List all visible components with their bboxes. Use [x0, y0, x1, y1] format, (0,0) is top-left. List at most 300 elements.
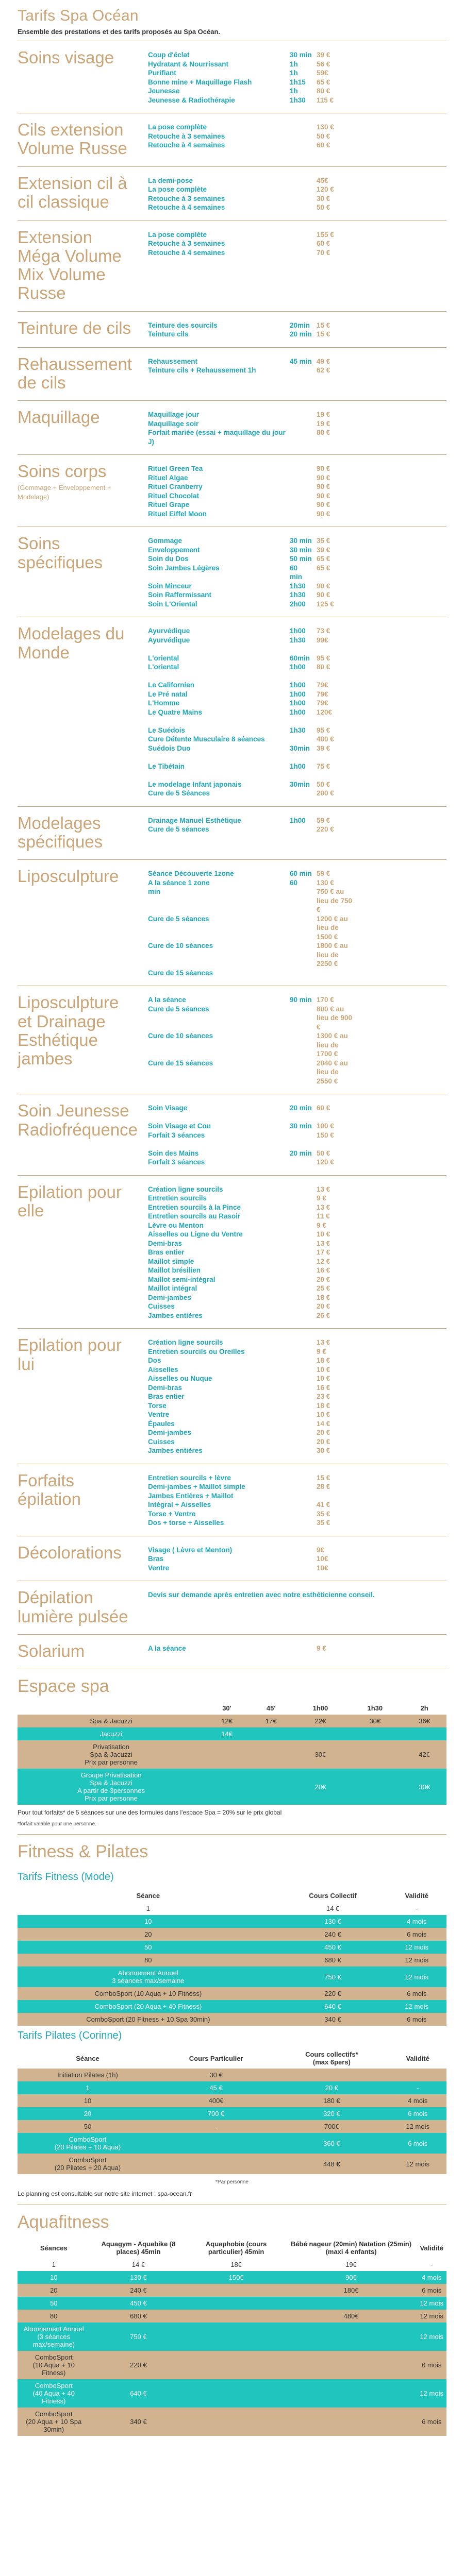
service-duration — [290, 1185, 317, 1194]
table-header: Cours Particulier — [189, 2054, 243, 2062]
service-price: 30 € — [317, 194, 330, 202]
price-row — [148, 941, 355, 969]
price-section — [18, 221, 446, 311]
service-price: 170 € — [317, 996, 334, 1004]
service-name: Bras — [148, 1555, 164, 1563]
price-row — [148, 1257, 355, 1266]
service-price: 23 € — [317, 1393, 330, 1401]
service-price: 13 € — [317, 1203, 330, 1211]
service-price: 90 € — [317, 473, 330, 482]
price-row — [148, 1401, 355, 1411]
service-name — [148, 572, 290, 582]
table-cell: 680 € — [279, 1954, 387, 1967]
service-price: 18 € — [317, 1357, 330, 1365]
table-cell: ComboSport (20 Fitness + 10 Spa 30min) — [18, 2013, 279, 2026]
service-name: La pose complète — [148, 230, 207, 239]
service-name: Jambes entières — [148, 1311, 203, 1319]
section-title: Maquillage — [18, 408, 100, 427]
price-row — [148, 69, 355, 78]
service-price: 49 € — [317, 357, 330, 365]
table-cell: 36€ — [402, 1715, 446, 1727]
table-cell: 220 € — [90, 2351, 187, 2379]
table-row — [18, 2000, 446, 2013]
service-price: 50 € — [317, 132, 330, 140]
price-section — [18, 166, 446, 221]
table-cell — [274, 2069, 389, 2081]
table-header: 2h — [420, 1704, 428, 1713]
service-price: 30 € — [317, 1447, 330, 1455]
table-header: Cours Collectif — [309, 1892, 357, 1900]
page-subtitle: Ensemble des prestations et des tarifs proposés au Spa Océan. — [18, 28, 221, 36]
service-price: 1200 € au lieu de 1500 € — [317, 914, 348, 941]
table-cell — [347, 1740, 402, 1769]
price-row — [148, 123, 355, 132]
price-row — [148, 1149, 355, 1158]
price-row — [148, 789, 355, 798]
service-duration — [290, 1311, 317, 1320]
service-duration — [290, 248, 317, 258]
service-name: Retouche à 3 semaines — [148, 132, 225, 140]
service-name: Ventre — [148, 1564, 170, 1572]
section-subtitle: (Gommage + Enveloppement + Modelage) — [18, 483, 111, 501]
table-row — [18, 2013, 446, 2026]
table-cell: 14 € — [279, 1902, 387, 1915]
service-name: Maquillage jour — [148, 411, 200, 419]
pilates-note: *Par personne — [216, 2179, 248, 2185]
service-duration: 45 min — [290, 357, 312, 365]
price-row — [148, 600, 355, 609]
service-duration — [290, 176, 317, 185]
service-duration: 20 min — [290, 1104, 312, 1112]
service-duration — [290, 482, 317, 492]
service-duration: 1h00 — [290, 663, 306, 671]
price-section — [18, 41, 446, 113]
service-price: 750 € au lieu de 750 € — [317, 888, 353, 914]
service-price: 75 € — [317, 762, 330, 770]
table-header: Bébé nageur (20min) Natation (25min) (maxi 4 enfants) — [291, 2240, 412, 2256]
price-row — [148, 1518, 355, 1528]
service-name: Demi-jambes — [148, 1429, 192, 1437]
service-duration — [290, 1131, 317, 1140]
price-row — [148, 672, 355, 681]
table-cell: Abonnement Annuel 3 séances max/semaine — [18, 1967, 279, 1987]
service-name: Création ligne sourcils — [148, 1185, 223, 1193]
price-row — [148, 239, 355, 248]
service-name: Torse — [148, 1401, 167, 1410]
table-cell — [402, 1727, 446, 1740]
service-price: 25 € — [317, 1284, 330, 1293]
service-duration: 90 min — [290, 996, 312, 1004]
service-name: A la séance — [148, 996, 186, 1004]
price-row — [148, 96, 355, 105]
price-section — [18, 113, 446, 166]
service-price: 59 € — [317, 816, 330, 824]
service-name: Le Suédois — [148, 726, 186, 734]
service-name: Cure de 5 séances — [148, 825, 209, 834]
table-cell: 6 mois — [387, 1987, 446, 2000]
table-row — [18, 1915, 446, 1928]
table-row — [18, 2379, 446, 2408]
table-cell: ComboSport (10 Aqua + 10 Fitness) — [18, 1987, 279, 2000]
price-row — [148, 482, 355, 492]
service-duration: 30 min — [290, 51, 312, 59]
service-price: 79€ — [317, 690, 328, 698]
table-cell: 240 € — [90, 2284, 187, 2297]
service-price: 18 € — [317, 1401, 330, 1410]
service-duration — [290, 1564, 317, 1573]
price-section — [18, 1175, 446, 1329]
table-cell: 45 € — [158, 2081, 274, 2094]
service-price: 50 € — [317, 780, 330, 788]
table-cell: 50 — [18, 2120, 158, 2133]
price-row — [148, 717, 355, 726]
price-row — [148, 1293, 355, 1302]
section-title: Cils extension Volume Russe — [18, 120, 127, 158]
service-price: 50 € — [317, 204, 330, 212]
service-price: 13 € — [317, 1338, 330, 1347]
table-cell — [389, 2069, 446, 2081]
section-title: Liposculpture — [18, 867, 119, 886]
service-name: La pose complète — [148, 123, 207, 131]
table-cell: 680 € — [90, 2310, 187, 2323]
table-header: 30' — [222, 1704, 231, 1713]
service-duration — [290, 1302, 317, 1311]
price-section — [18, 1094, 446, 1175]
section-title: Epilation pour lui — [18, 1335, 122, 1374]
service-duration — [290, 185, 317, 194]
section-rows — [138, 1642, 355, 1660]
service-price: 59 € — [317, 870, 330, 878]
table-cell: 20 € — [274, 2081, 389, 2094]
service-duration — [290, 1492, 317, 1501]
table-cell: 340 € — [90, 2408, 187, 2436]
service-price: 13 € — [317, 1239, 330, 1247]
service-name: Retouche à 3 semaines — [148, 240, 225, 248]
service-duration — [290, 1365, 317, 1375]
service-duration — [290, 1510, 317, 1519]
section-rows — [138, 624, 355, 798]
service-name: Bras entier — [148, 1393, 185, 1401]
table-header: Séance — [76, 2054, 100, 2062]
service-duration: 1h30 — [290, 96, 306, 104]
table-cell: 700 € — [158, 2107, 274, 2120]
table-row — [18, 1954, 446, 1967]
service-name: Teinture cils — [148, 330, 189, 338]
table-cell: 30€ — [293, 1740, 348, 1769]
price-row — [148, 330, 355, 339]
service-duration — [290, 887, 317, 914]
service-name: Suédois Duo — [148, 744, 191, 752]
service-duration — [290, 1419, 317, 1429]
table-cell — [286, 2297, 417, 2310]
service-price: 9€ — [317, 1546, 325, 1554]
section-title: Modelages du Monde — [18, 624, 125, 662]
price-row — [148, 1131, 355, 1140]
section-title: Rehaussement de cils — [18, 354, 132, 393]
table-cell: 17€ — [249, 1715, 293, 1727]
service-name: Épaules — [148, 1419, 175, 1428]
section-rows — [138, 1544, 355, 1573]
service-name: Rituel Green Tea — [148, 465, 203, 473]
service-price: 39 € — [317, 744, 330, 752]
table-cell: 450 € — [279, 1941, 387, 1954]
price-section — [18, 1634, 446, 1669]
price-row — [148, 203, 355, 212]
price-row — [148, 780, 355, 789]
service-price: 18 € — [317, 1293, 330, 1301]
table-cell: - — [387, 1902, 446, 1915]
fitness-table — [18, 1889, 446, 2026]
table-cell: 750 € — [90, 2323, 187, 2351]
service-price: 35 € — [317, 537, 330, 545]
service-name: Soin des Mains — [148, 1149, 199, 1157]
service-duration — [290, 141, 317, 150]
section-title: Soins corps (Gommage + Enveloppement + Modelage) — [18, 462, 138, 518]
price-row — [148, 1365, 355, 1375]
service-name: Retouche à 4 semaines — [148, 141, 225, 149]
service-name: Cuisses — [148, 1437, 175, 1446]
price-row — [148, 969, 355, 978]
service-price — [317, 969, 355, 978]
table-cell: - — [389, 2081, 446, 2094]
service-duration — [290, 1446, 317, 1455]
service-duration: 20 min — [290, 1149, 312, 1157]
service-name: Entretien sourcils au Rasoir — [148, 1212, 241, 1221]
section-rows — [138, 1471, 355, 1528]
price-row — [148, 1104, 355, 1113]
price-row — [148, 1059, 355, 1086]
service-duration: 1h00 — [290, 699, 306, 707]
service-price: 90 € — [317, 591, 330, 599]
service-name: Jambes entières — [148, 1447, 203, 1455]
price-row — [148, 825, 355, 834]
service-price: 9 € — [317, 1194, 326, 1202]
service-duration — [290, 123, 317, 132]
service-name: Soin du Dos — [148, 555, 189, 563]
service-name: Soin Jambes Légères — [148, 564, 220, 572]
service-duration — [290, 969, 317, 978]
service-name: L'Homme — [148, 699, 179, 707]
table-cell: Groupe Privatisation Spa & Jacuzzi A partir de 3personnes Prix par personne — [18, 1769, 205, 1805]
price-row — [148, 1221, 355, 1230]
price-row — [148, 708, 355, 717]
table-cell: 12 mois — [387, 2000, 446, 2013]
section-rows — [138, 355, 355, 393]
service-price: 10€ — [317, 1564, 328, 1572]
section-title: Teinture de cils — [18, 318, 131, 337]
table-cell: 12 mois — [389, 2154, 446, 2174]
service-price: 17 € — [317, 1248, 330, 1257]
service-price: 2040 € au lieu de 2550 € — [317, 1059, 348, 1085]
service-price: 1800 € au lieu de 2250 € — [317, 942, 348, 968]
service-price: 39 € — [317, 546, 330, 554]
price-section — [18, 986, 446, 1094]
service-name: Visage ( Lèvre et Menton) — [148, 1546, 233, 1554]
service-name: Demi-jambes — [148, 1293, 192, 1301]
service-price: 1300 € au lieu de 1700 € — [317, 1032, 348, 1058]
table-row — [18, 1740, 446, 1769]
price-sections — [18, 41, 446, 1669]
table-cell: ComboSport (20 Pilates + 10 Aqua) — [18, 2133, 158, 2154]
price-row — [148, 230, 355, 240]
table-header: 1h30 — [367, 1704, 383, 1713]
table-header: Validité — [420, 2244, 443, 2252]
service-name: Aisselles ou Nuque — [148, 1375, 212, 1383]
price-row — [148, 735, 355, 744]
service-name: Rituel Grape — [148, 501, 190, 509]
service-duration — [290, 1644, 317, 1653]
service-duration — [290, 1428, 317, 1437]
service-duration — [290, 194, 317, 204]
price-row — [148, 887, 355, 914]
table-row — [18, 2120, 446, 2133]
price-section — [18, 1464, 446, 1536]
service-duration — [290, 1221, 317, 1230]
table-row — [18, 2323, 446, 2351]
table-header: Cours collectifs* (max 6pers) — [305, 2050, 358, 2066]
service-duration: 1h — [290, 87, 298, 95]
service-price: 90 € — [317, 483, 330, 491]
price-row — [148, 1113, 355, 1122]
service-name: Forfait mariée (essai + maquillage du jour J) — [148, 429, 286, 446]
table-cell: 448 € — [274, 2154, 389, 2174]
price-row — [148, 771, 355, 780]
espace-footnote: *forfait valable pour une personne. — [18, 1821, 96, 1827]
table-cell: 130 € — [90, 2271, 187, 2284]
service-name: Bras entier — [148, 1248, 185, 1257]
service-name: Séance Découverte 1zone — [148, 870, 234, 878]
service-price: 9 € — [317, 1347, 326, 1355]
section-rows — [138, 121, 355, 158]
service-name: Maillot intégral — [148, 1284, 197, 1293]
service-name: Rituel Chocolat — [148, 492, 200, 500]
service-name: Cure de 5 Séances — [148, 789, 210, 798]
service-name: Gommage — [148, 537, 183, 545]
price-row — [148, 564, 355, 573]
service-name: Soin Minceur — [148, 582, 192, 590]
table-cell: 320 € — [274, 2107, 389, 2120]
table-cell: 1 — [18, 1902, 279, 1915]
service-price: 10€ — [317, 1555, 328, 1563]
service-duration: 1h00 — [290, 627, 306, 635]
service-name: Ayurvédique — [148, 636, 190, 644]
service-duration — [290, 1383, 317, 1393]
price-row — [148, 492, 355, 501]
price-row — [148, 419, 355, 429]
price-section — [18, 1581, 446, 1634]
table-cell: 14 € — [90, 2258, 187, 2271]
service-price: 11 € — [317, 1212, 330, 1221]
price-row — [148, 194, 355, 204]
price-row — [148, 1383, 355, 1393]
service-name: Aisselles — [148, 1365, 178, 1374]
service-duration: 60 min — [290, 870, 312, 878]
aqua-table — [18, 2238, 446, 2436]
service-price: 10 € — [317, 1230, 330, 1239]
service-price: 20 € — [317, 1429, 330, 1437]
service-name: Forfait 3 séances — [148, 1158, 205, 1166]
service-duration — [290, 1437, 317, 1447]
table-cell: 360 € — [274, 2133, 389, 2154]
service-price: 200 € — [317, 789, 334, 798]
table-cell — [249, 1727, 293, 1740]
service-name: Cuisses — [148, 1302, 175, 1311]
table-cell: Jacuzzi — [18, 1727, 205, 1740]
service-duration — [290, 366, 317, 375]
price-row — [148, 1410, 355, 1419]
service-price: 15 € — [317, 330, 330, 338]
price-section — [18, 454, 446, 527]
service-name: Maillot semi-intégral — [148, 1275, 216, 1283]
service-name: Coup d'éclat — [148, 51, 190, 59]
table-cell: 4 mois — [387, 1915, 446, 1928]
price-section — [18, 859, 446, 986]
service-duration — [290, 1005, 317, 1032]
service-duration — [290, 1546, 317, 1555]
table-cell: 640 € — [279, 2000, 387, 2013]
price-row — [148, 554, 355, 564]
section-rows — [138, 993, 355, 1086]
service-name: Aisselles ou Ligne du Ventre — [148, 1230, 243, 1239]
price-row — [148, 1239, 355, 1248]
service-price: 80 € — [317, 429, 330, 437]
service-duration: 1h00 — [290, 690, 306, 698]
table-cell: 12 mois — [417, 2379, 446, 2408]
price-section — [18, 1328, 446, 1464]
price-row — [148, 50, 355, 60]
price-row — [148, 1374, 355, 1383]
service-name: Retouche à 4 semaines — [148, 204, 225, 212]
service-name: Cure Détente Musculaire 8 séances — [148, 735, 265, 743]
service-price: 20 € — [317, 1275, 330, 1283]
price-row — [148, 464, 355, 473]
service-duration — [290, 1158, 317, 1167]
service-duration — [290, 1031, 317, 1059]
price-row — [148, 1473, 355, 1483]
service-name: Le modelage Infant japonais — [148, 780, 242, 788]
service-price: 60 € — [317, 141, 330, 149]
section-rows — [138, 867, 355, 977]
price-row — [148, 60, 355, 69]
service-duration: 1h15 — [290, 78, 306, 86]
service-duration: 50 min — [290, 555, 312, 563]
section-title: Forfaits épilation — [18, 1470, 81, 1509]
service-name: Teinture cils + Rehaussement 1h — [148, 366, 256, 375]
table-cell: 19€ — [286, 2258, 417, 2271]
table-cell — [187, 2310, 285, 2323]
service-name: Maquillage soir — [148, 419, 199, 428]
table-cell: 10 — [18, 2271, 90, 2284]
price-row — [148, 582, 355, 591]
table-header: 1h00 — [312, 1704, 328, 1713]
service-price: 90 € — [317, 582, 330, 590]
service-name: Cure de 15 séances — [148, 1059, 213, 1067]
price-row — [148, 753, 355, 762]
table-cell: 6 mois — [417, 2351, 446, 2379]
table-row — [18, 1928, 446, 1941]
price-row — [148, 626, 355, 636]
service-duration: 60 — [290, 564, 298, 572]
service-duration — [290, 1554, 317, 1564]
price-row — [148, 1644, 355, 1653]
price-row — [148, 1302, 355, 1311]
service-duration: 60min — [290, 654, 310, 662]
service-price: 35 € — [317, 1519, 330, 1527]
service-name: Le Pré natal — [148, 690, 188, 698]
price-row — [148, 357, 355, 366]
price-row — [148, 1428, 355, 1437]
service-duration — [290, 1482, 317, 1492]
